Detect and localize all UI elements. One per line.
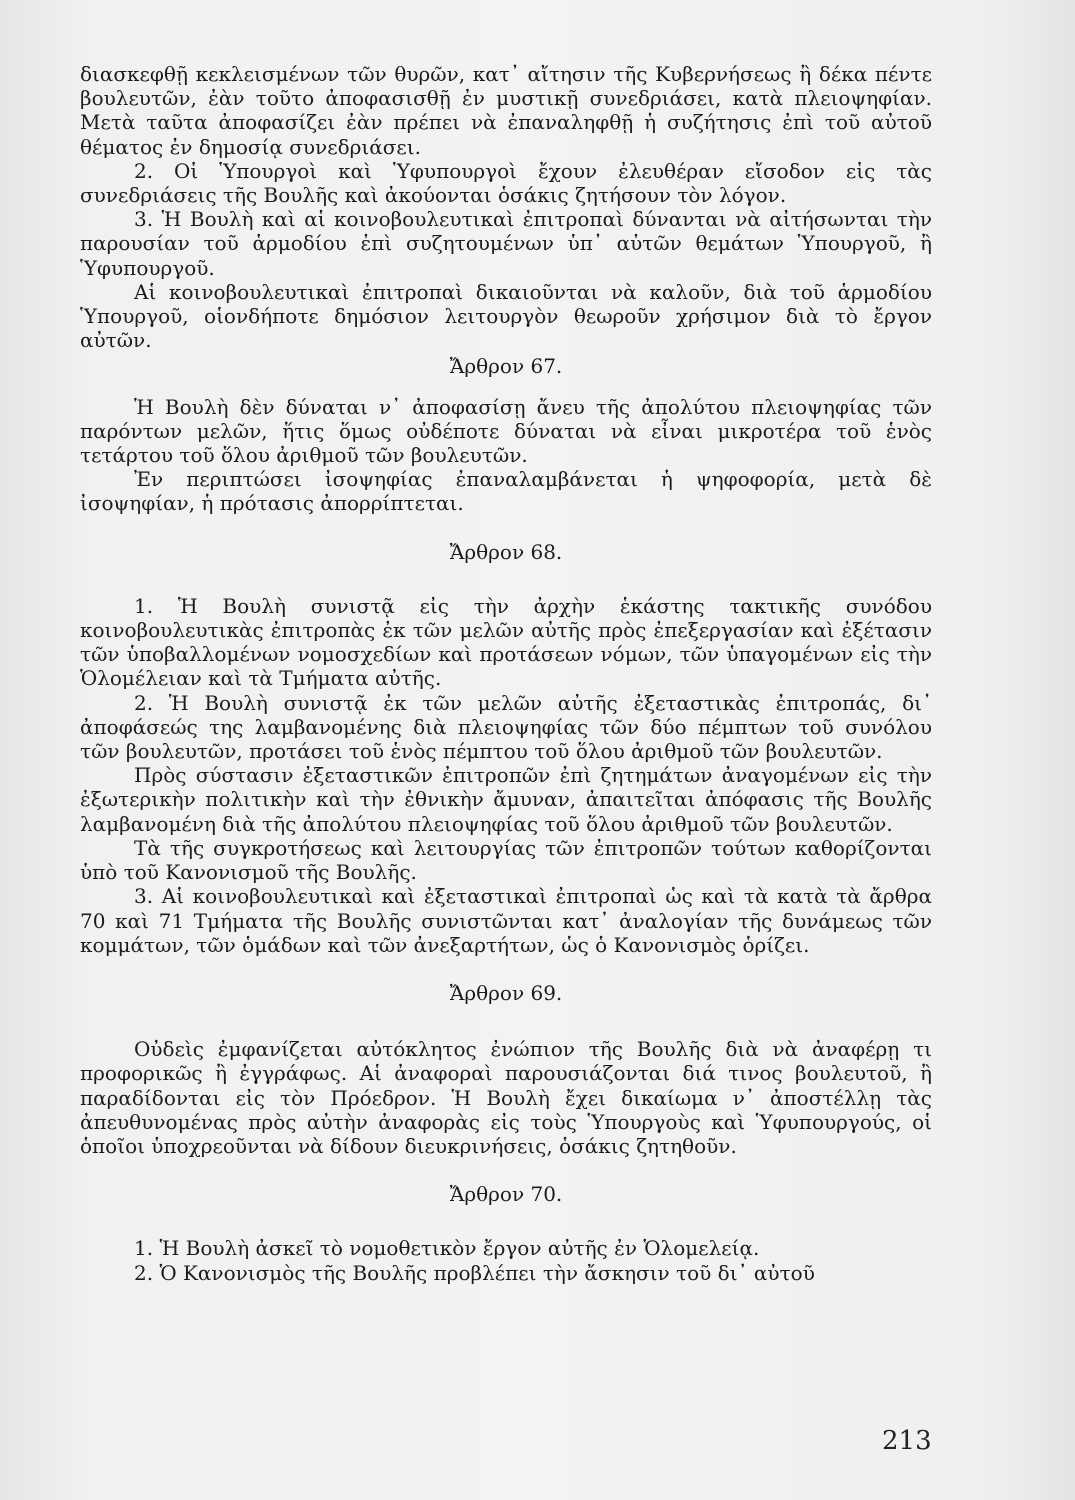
- paragraph: Αἱ κοινοβουλευτικαὶ ἐπιτροπαὶ δικαιοῦνται νὰ καλοῦν, διὰ τοῦ ἁρμοδίου Ὑπουργοῦ, οἱονδήποτε δημόσιον λειτουργὸν θεωροῦν χρήσιμον διὰ τὸ ἔργον αὐτῶν.: [80, 279, 932, 353]
- paragraph: Ἡ Βουλὴ δὲν δύναται ν᾽ ἀποφασίσῃ ἄνευ τῆς ἀπολύτου πλειοψηφίας τῶν παρόντων μελῶν, ἥτις ὅμως οὐδέποτε δύναται νὰ εἶναι μικροτέρα τοῦ ἑνὸς τετάρτου τοῦ ὅλου ἀριθμοῦ τῶν βουλευτῶν.: [80, 394, 932, 468]
- paragraph: 2. Οἱ Ὑπουργοὶ καὶ Ὑφυπουργοὶ ἔχουν ἐλευθέραν εἴσοδον εἰς τὰς συνεδριάσεις τῆς Βουλῆς καὶ ἀκούονται ὁσάκις ζητήσουν τὸν λόγον.: [80, 158, 932, 208]
- article-heading-68: Ἄρθρον 68.: [449, 539, 563, 564]
- paragraph: 2. Ὁ Κανονισμὸς τῆς Βουλῆς προβλέπει τὴν ἄσκησιν τοῦ δι᾽ αὐτοῦ: [134, 1260, 815, 1285]
- paragraph: διασκεφθῇ κεκλεισμένων τῶν θυρῶν, κατ᾽ αἴτησιν τῆς Κυβερνήσεως ἢ δέκα πέντε βουλευτῶν, ἐὰν τοῦτο ἀποφασισθῇ ἐν μυστικῇ συνεδριάσει, κατὰ πλειοψηφίαν. Μετὰ ταῦτα ἀποφασίζει ἐὰν πρέπει νὰ ἐπαναληφθῇ ἡ συζήτησις ἐπὶ τοῦ αὐτοῦ θέματος ἐν δημοσίᾳ συνεδριάσει.: [80, 62, 932, 159]
- paragraph: Πρὸς σύστασιν ἐξεταστικῶν ἐπιτροπῶν ἐπὶ ζητημάτων ἀναγομένων εἰς τὴν ἐξωτερικὴν πολιτικὴν καὶ τὴν ἐθνικὴν ἄμυναν, ἀπαιτεῖται ἀπόφασις τῆς Βουλῆς λαμβανομένη διὰ τῆς ἀπολύτου πλειοψηφίας τοῦ ὅλου ἀριθμοῦ τῶν βουλευτῶν.: [80, 763, 932, 836]
- paragraph: 1. Ἡ Βουλὴ ἀσκεῖ τὸ νομοθετικὸν ἔργον αὐτῆς ἐν Ὁλομελείᾳ.: [134, 1236, 760, 1261]
- paragraph: Τὰ τῆς συγκροτήσεως καὶ λειτουργίας τῶν ἐπιτροπῶν τούτων καθορίζονται ὑπὸ τοῦ Κανονισμοῦ τῆς Βουλῆς.: [80, 835, 932, 885]
- paragraph: 1. Ἡ Βουλὴ συνιστᾷ εἰς τὴν ἀρχὴν ἑκάστης τακτικῆς συνόδου κοινοβουλευτικὰς ἐπιτροπὰς ἐκ τῶν μελῶν αὐτῆς πρὸς ἐπεξεργασίαν καὶ ἐξέτασιν τῶν ὑποβαλλομένων νομοσχεδίων καὶ προτάσεων νόμων, τῶν ὑπαγομένων εἰς τὴν Ὁλομέλειαν καὶ τὰ Τμήματα αὐτῆς.: [80, 593, 932, 691]
- paragraph: Ἐν περιπτώσει ἰσοψηφίας ἐπαναλαμβάνεται ἡ ψηφοφορία, μετὰ δὲ ἰσοψηφίαν, ἡ πρότασις ἀπορρίπτεται.: [80, 467, 932, 516]
- article-heading-67: Ἄρθρον 67.: [449, 354, 563, 379]
- page-text: [80, 62, 932, 1285]
- article-heading-70: Ἄρθρον 70.: [449, 1182, 563, 1207]
- article-heading-69: Ἄρθρον 69.: [449, 980, 563, 1005]
- paragraph: 3. Αἱ κοινοβουλευτικαὶ καὶ ἐξεταστικαὶ ἐπιτροπαὶ ὡς καὶ τὰ κατὰ τὰ ἄρθρα 70 καὶ 71 Τμήματα τῆς Βουλῆς συνιστῶνται κατ᾽ ἀναλογίαν τῆς δυνάμεως τῶν κομμάτων, τῶν ὁμάδων καὶ τῶν ἀνεξαρτήτων, ὡς ὁ Κανονισμὸς ὁρίζει.: [80, 884, 932, 957]
- paragraph: 2. Ἡ Βουλὴ συνιστᾷ ἐκ τῶν μελῶν αὐτῆς ἐξεταστικὰς ἐπιτροπάς, δι᾽ ἀποφάσεώς της λαμβανομένης διὰ πλειοψηφίας τῶν δύο πέμπτων τοῦ συνόλου τῶν βουλευτῶν, προτάσει τοῦ ἑνὸς πέμπτου τοῦ ὅλου ἀριθμοῦ τῶν βουλευτῶν.: [80, 690, 932, 764]
- paragraph: Οὐδεὶς ἐμφανίζεται αὐτόκλητος ἐνώπιον τῆς Βουλῆς διὰ νὰ ἀναφέρῃ τι προφορικῶς ἢ ἐγγράφως. Αἱ ἀναφοραὶ παρουσιάζονται διά τινος βουλευτοῦ, ἢ παραδίδονται εἰς τὸν Πρόεδρον. Ἡ Βουλὴ ἔχει δικαίωμα ν᾽ ἀποστέλλῃ τὰς ἀπευθυνομένας πρὸς αὐτὴν ἀναφορὰς εἰς τοὺς Ὑπουργοὺς καὶ Ὑφυπουργούς, οἱ ὁποῖοι ὑποχρεοῦνται νὰ δίδουν διευκρινήσεις, ὁσάκις ζητηθοῦν.: [80, 1037, 932, 1158]
- paragraph: 3. Ἡ Βουλὴ καὶ αἱ κοινοβουλευτικαὶ ἐπιτροπαὶ δύνανται νὰ αἰτήσωνται τὴν παρουσίαν τοῦ ἁρμοδίου ἐπὶ συζητουμένων ὑπ᾽ αὐτῶν θεμάτων Ὑπουργοῦ, ἢ Ὑφυπουργοῦ.: [80, 207, 932, 280]
- page-number: 213: [882, 1426, 932, 1456]
